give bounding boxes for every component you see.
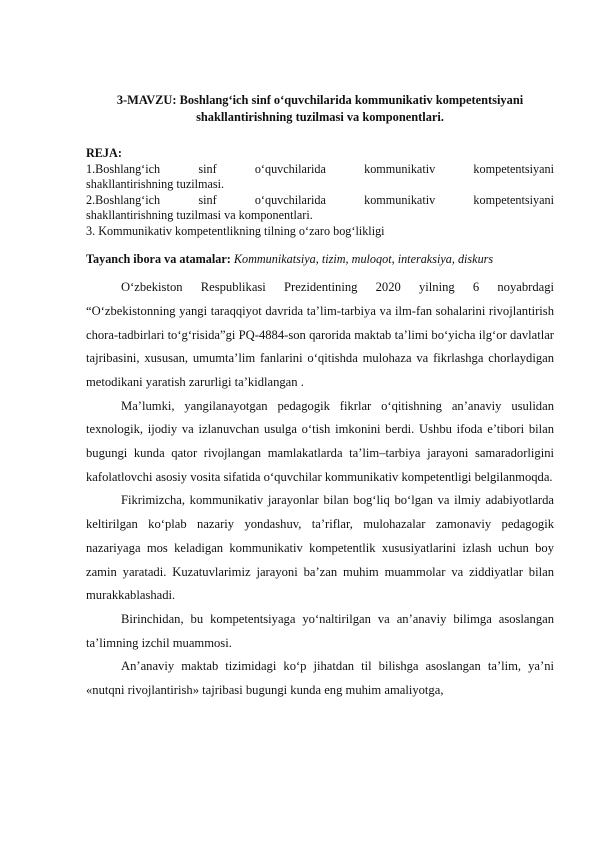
plan-section <box>86 146 554 240</box>
title-line-1: 3-MAVZU: Boshlang‘ich sinf o‘quvchilarida kommunikativ kompetentsiyani <box>116 93 524 107</box>
keywords-section <box>86 252 554 268</box>
paragraph-2: Ma’lumki, yangilanayotgan pedagogik fikrlar o‘qitishning an’anaviy usulidan texnologik, ijodiy va izlanuvchan usulga o‘tish imkonini berdi. Ushbu ifoda e’tibori bilan bugungi kunda qator rivojlangan mamlakatlarda ta’lim–tarbiya jarayoni samaradorligini kafolatlovchi asosiy vosita sifatida o‘quvchilar kommunikativ kompetentligi belgilanmoqda. <box>86 398 554 484</box>
document-page <box>86 92 554 703</box>
paragraph-3: Fikrimizcha, kommunikativ jarayonlar bilan bog‘liq bo‘lgan va ilmiy adabiyotlarda keltirilgan ko‘plab nazariy yondashuv, ta’riflar, mulohazalar zamonaviy pedagogik nazariyaga mos keladigan kommunikativ kompetentlik xususiyatlarini izlash uchun boy zamin yaratadi. Kuzatuvlarimiz jarayoni ba’zan muhim muammolar va ziddiyatlar bilan murakkablashadi. <box>86 493 554 603</box>
keywords-label: Tayanch ibora va atamalar: <box>86 251 231 266</box>
plan-item-3: 3. Kommunikativ kompetentlikning tilning o‘zaro bog‘likligi <box>86 223 385 238</box>
paragraph-1: O‘zbekiston Respublikasi Prezidentining 2020 yilning 6 noyabrdagi “O‘zbekistonning yangi taraqqiyot davrida ta’lim-tarbiya va ilm-fan sohalarini rivojlantirish chora-tadbirlari to‘g‘risida”gi PQ-4884-son qarorida maktab ta’limi bo‘yicha ilg‘or davlatlar tajribasini, xususan, umumta’lim fanlarini o‘qitishda mulohaza va fikrlashga chorlaydigan metodikani yaratish zarurligi ta’kidlangan . <box>86 280 554 389</box>
plan-item-1-line-2: shakllantirishning tuzilmasi. <box>86 177 225 192</box>
paragraph-4: Birinchidan, bu kompetentsiyaga yo‘naltirilgan va an’anaviy bilimga asoslangan ta’limning izchil muammosi. <box>86 612 554 650</box>
title-line-2: shakllantirishning tuzilmasi va komponentlari. <box>196 110 444 124</box>
keywords-terms: Kommunikatsiya, tizim, muloqot, interaksiya, diskurs <box>233 251 494 266</box>
plan-heading: REJA: <box>86 146 122 160</box>
plan-item-1-line-1: 1.Boshlang‘ich sinf o‘quvchilarida kommunikativ kompetentsiyani <box>86 161 554 176</box>
main-text <box>86 276 554 703</box>
page-title <box>86 92 554 126</box>
plan-item-2-line-1: 2.Boshlang‘ich sinf o‘quvchilarida kommunikativ kompetentsiyani <box>86 192 554 207</box>
plan-item-2-line-2: shakllantirishning tuzilmasi va komponentlari. <box>86 208 313 223</box>
paragraph-5: An’anaviy maktab tizimidagi ko‘p jihatdan til bilishga asoslangan ta’lim, ya’ni «nutqni rivojlantirish» tajribasi bugungi kunda eng muhim amaliyotga, <box>86 659 554 698</box>
